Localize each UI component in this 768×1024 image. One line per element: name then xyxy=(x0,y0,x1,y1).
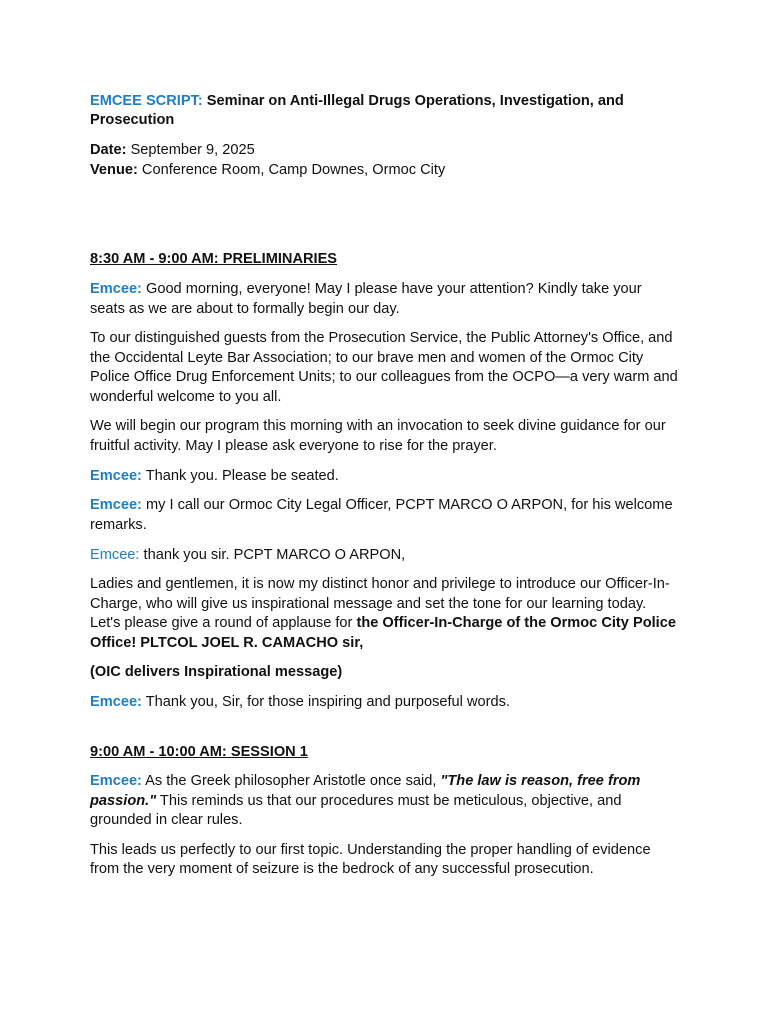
venue-value: Conference Room, Camp Downes, Ormoc City xyxy=(141,161,446,178)
paragraph: Ladies and gentlemen, it is now my distinct honor and privilege to introduce our Officer-In-Charge, who will give us inspirational message and set the tone for our learning today. Let's please give a round of applause for the Officer-In-Charge of the Ormoc City Police Office! PLTCOL JOEL R. CAMACHO sir, xyxy=(90,576,676,651)
speaker-label: Emcee: xyxy=(90,281,142,298)
paragraph: Emcee: Thank you, Sir, for those inspiring and purposeful words. xyxy=(90,694,510,711)
date-value: September 9, 2025 xyxy=(130,142,255,159)
speaker-label: Emcee: xyxy=(90,546,140,563)
venue-label: Venue: xyxy=(90,161,138,178)
document-page xyxy=(90,92,680,890)
paragraph: This leads us perfectly to our first topic. Understanding the proper handling of evidence from the very moment of seizure is the bedrock of any successful prosecution. xyxy=(90,842,651,878)
speaker-label: Emcee: xyxy=(90,694,142,711)
speaker-label: Emcee: xyxy=(90,497,142,514)
date-venue-block xyxy=(90,141,680,180)
speaker-label: Emcee: xyxy=(90,467,142,484)
paragraph: Emcee: Good morning, everyone! May I please have your attention? Kindly take your seats as we are about to formally begin our day. xyxy=(90,281,642,317)
section-heading-preliminaries: 8:30 AM - 9:00 AM: PRELIMINARIES xyxy=(90,251,338,268)
seminar-title: Seminar on Anti-Illegal Drugs Operations, Investigation, and Prosecution xyxy=(90,93,624,129)
paragraph: To our distinguished guests from the Prosecution Service, the Public Attorney's Office, and the Occidental Leyte Bar Association; to our brave men and women of the Ormoc City Police Office Drug Enforcement Units; to our colleagues from the OCPO—a very warm and wonderful welcome to you all. xyxy=(90,330,678,405)
stage-direction: (OIC delivers Inspirational message) xyxy=(90,664,343,681)
aristotle-quote: "The law is reason, free from passion." xyxy=(90,773,641,809)
speaker-label: Emcee: xyxy=(90,773,142,790)
document-title xyxy=(90,92,680,131)
paragraph: Emcee: As the Greek philosopher Aristotle once said, "The law is reason, free from passion." This reminds us that our procedures must be meticulous, objective, and grounded in clear rules. xyxy=(90,773,641,829)
paragraph: Emcee: thank you sir. PCPT MARCO O ARPON, xyxy=(90,546,406,563)
section-heading-session-1: 9:00 AM - 10:00 AM: SESSION 1 xyxy=(90,743,308,760)
date-label: Date: xyxy=(90,142,127,159)
paragraph: Emcee: Thank you. Please be seated. xyxy=(90,467,339,484)
emcee-script-label: EMCEE SCRIPT: xyxy=(90,93,203,109)
paragraph: Emcee: my I call our Ormoc City Legal Officer, PCPT MARCO O ARPON, for his welcome remarks. xyxy=(90,497,673,533)
paragraph: We will begin our program this morning with an invocation to seek divine guidance for our fruitful activity. May I please ask everyone to rise for the prayer. xyxy=(90,418,666,454)
oic-introduction: the Officer-In-Charge of the Ormoc City Police Office! PLTCOL JOEL R. CAMACHO sir, xyxy=(90,615,676,651)
